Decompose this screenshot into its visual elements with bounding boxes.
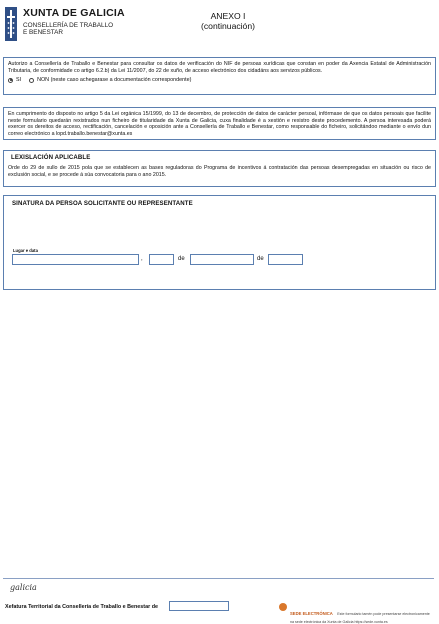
- sede-icon: [279, 603, 287, 611]
- annex-heading: [188, 11, 268, 31]
- footer-divider: [3, 578, 434, 579]
- place-field[interactable]: [12, 254, 139, 265]
- privacy-box: [3, 107, 436, 140]
- annex-title: ANEXO I: [210, 11, 246, 21]
- department-line-2: E BENESTAR: [23, 29, 64, 37]
- addressee-label: Xefatura Territorial da Consellería de Traballo e Benestar de: [5, 604, 158, 610]
- radio-no[interactable]: [29, 78, 34, 83]
- sede-title: SEDE ELECTRÓNICA: [290, 611, 333, 616]
- legislation-box: [3, 150, 436, 187]
- privacy-text: En cumprimento do disposto no artigo 5 da Lei orgánica 15/1999, do 13 de decembro, de protección de datos de carácter persoal, infórmase de que os datos persoais que facilite neste formulario quedarán rexistrados nun ficheiro de titularidade da Xunta de Galicia, cuxa finalidade é a xestión e rexistro deste procedemento. A persoa interesada poderá exercer os dereitos de acceso, rectificación, cancelación e oposición ante a Consellería de Traballo e Benestar, como responsable do ficheiro, solicitándoo mediante o envío dun correo electrónico a lopd.traballo.benestar@xunta.es: [8, 111, 431, 138]
- sede-electronica: [279, 602, 435, 624]
- annex-subtitle: (continuación): [201, 21, 255, 31]
- comma-separator: ,: [141, 256, 143, 262]
- addressee-field[interactable]: [169, 601, 229, 611]
- legislation-heading: LEXISLACIÓN APLICABLE: [11, 154, 91, 161]
- brand-title: XUNTA DE GALICIA: [23, 7, 125, 19]
- day-field[interactable]: [149, 254, 174, 265]
- sede-line-2: na sede electrónica da Xunta de Galicia https://sede.xunta.es: [290, 620, 388, 624]
- authorization-text: Autorizo a Consellería de Traballo e Benestar para consultar os datos de verificación do NIF de persoas xurídicas que constan en poder da Axencia Estatal de Administración Tributaria, de conformidade co artigo 6.2.b) da Lei 11/2007, do 22 de xuño, de acceso electrónico dos cidadáns aos servizos públicos.: [8, 61, 431, 74]
- month-field[interactable]: [190, 254, 254, 265]
- place-date-label: Lugar e data: [13, 248, 38, 253]
- de-separator-2: de: [257, 256, 264, 262]
- radio-no-label: NON (neste caso achegarase a documentación correspondente): [37, 77, 192, 84]
- year-field[interactable]: [268, 254, 303, 265]
- signature-box: [3, 195, 436, 290]
- signature-heading: SINATURA DA PERSOA SOLICITANTE OU REPRESENTANTE: [12, 200, 193, 207]
- legislation-text: Orde do 29 de xullo de 2015 pola que se establecen as bases reguladoras do Programa de incentivos á contratación das persoas desempregadas en situación ou risco de exclusión social, e se procede á súa convocatoria para o ano 2015.: [8, 165, 431, 178]
- xunta-logo-icon: [5, 7, 17, 41]
- authorization-box: [3, 57, 436, 95]
- department-line-1: CONSELLERÍA DE TRABALLO: [23, 22, 114, 29]
- radio-yes-label: SI: [16, 77, 22, 84]
- de-separator-1: de: [178, 256, 185, 262]
- department-name: [23, 22, 113, 37]
- radio-yes[interactable]: [8, 78, 13, 83]
- authorization-options: [8, 77, 431, 83]
- sede-text: [290, 602, 430, 624]
- galicia-logo: galicia: [10, 583, 37, 592]
- sede-line-1: Este formulario tamén pode presentarse electronicamente: [337, 612, 430, 616]
